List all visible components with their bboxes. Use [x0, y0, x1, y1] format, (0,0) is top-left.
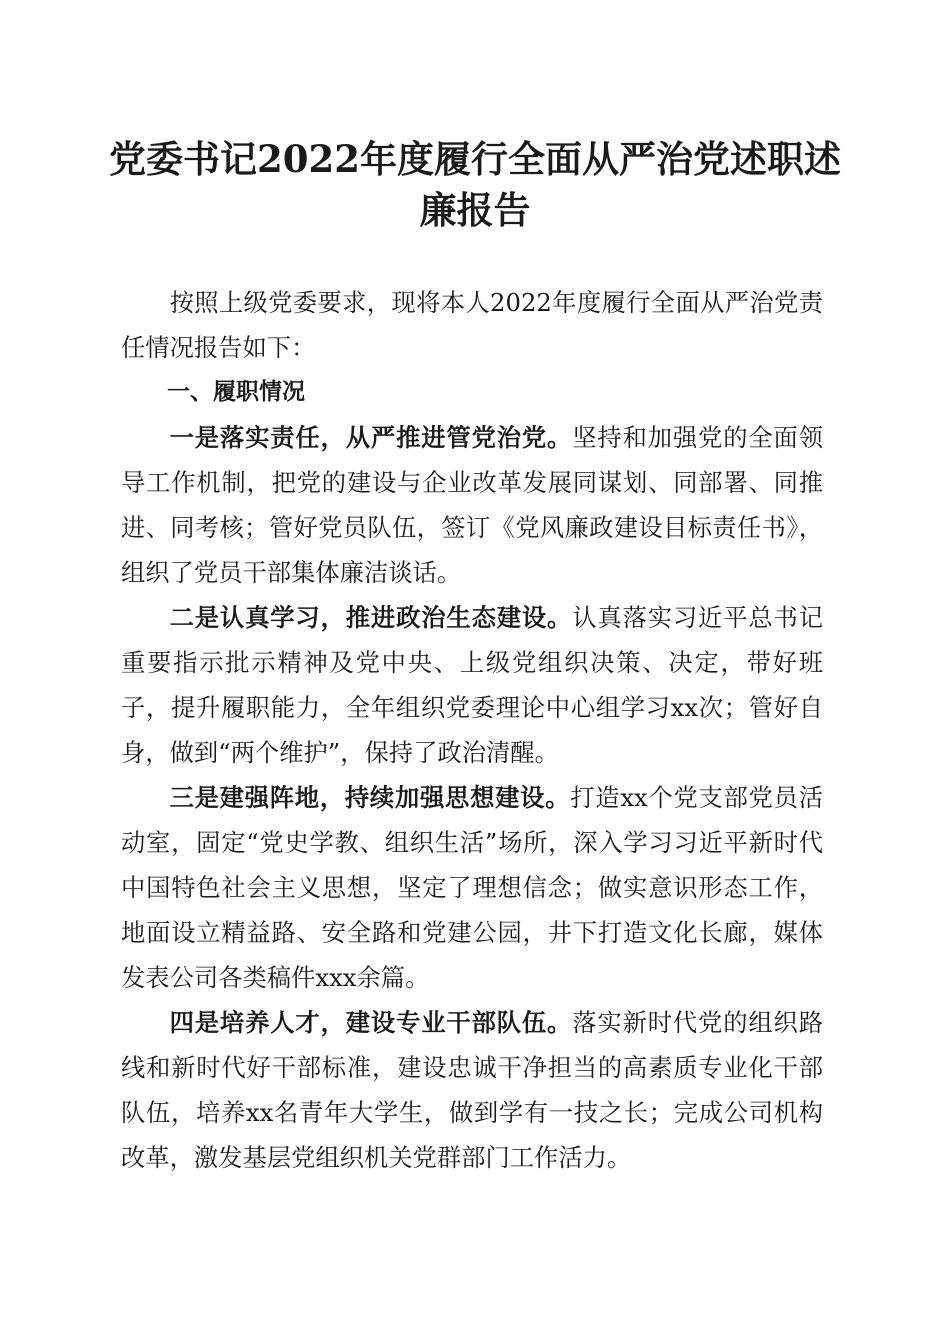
paragraph-4-lead: 四是培养人才，建设专业干部队伍。	[169, 1008, 573, 1037]
paragraph-2-lead: 二是认真学习，推进政治生态建设。	[169, 603, 573, 632]
document-title	[100, 134, 850, 236]
paragraph-1-lead: 一是落实责任，从严推进管党治党。	[169, 423, 573, 452]
title-line-1: 党委书记2022年度履行全面从严治党述职述	[109, 137, 841, 181]
paragraph-1	[121, 415, 823, 595]
paragraph-3-lead: 三是建强阵地，持续加强思想建设。	[169, 783, 571, 812]
paragraph-2-text: 认真落实习近平总书记重要指示批示精神及党中央、上级党组织决策、决定，带好班子，提升履职能力，全年组织党委理论中心组学习xx次；管好自身，做到“两个维护”，保持了政治清醒。	[121, 603, 824, 767]
title-line-2: 廉报告	[419, 188, 531, 232]
paragraph-4	[121, 1000, 823, 1180]
paragraph-3	[121, 775, 823, 1000]
section-heading: 一、履职情况	[167, 379, 305, 405]
document-body	[121, 280, 823, 1180]
intro-paragraph: 按照上级党委要求，现将本人2022年度履行全面从严治党责任情况报告如下：	[121, 288, 823, 362]
paragraph-3-text: 打造xx个党支部党员活动室，固定“党史学教、组织生活”场所，深入学习习近平新时代中国特色社会主义思想，坚定了理想信念；做实意识形态工作，地面设立精益路、安全路和党建公园，井下打造文化长廊，媒体发表公司各类稿件xxx余篇。	[121, 783, 823, 992]
paragraph-4-text: 落实新时代党的组织路线和新时代好干部标准，建设忠诚干净担当的高素质专业化干部队伍，培养xx名青年大学生，做到学有一技之长；完成公司机构改革，激发基层党组织机关党群部门工作活力。	[121, 1008, 824, 1172]
paragraph-2	[121, 595, 823, 775]
paragraph-1-text: 坚持和加强党的全面领导工作机制，把党的建设与企业改革发展同谋划、同部署、同推进、同考核；管好党员队伍，签订《党风廉政建设目标责任书》，组织了党员干部集体廉洁谈话。	[121, 423, 824, 587]
